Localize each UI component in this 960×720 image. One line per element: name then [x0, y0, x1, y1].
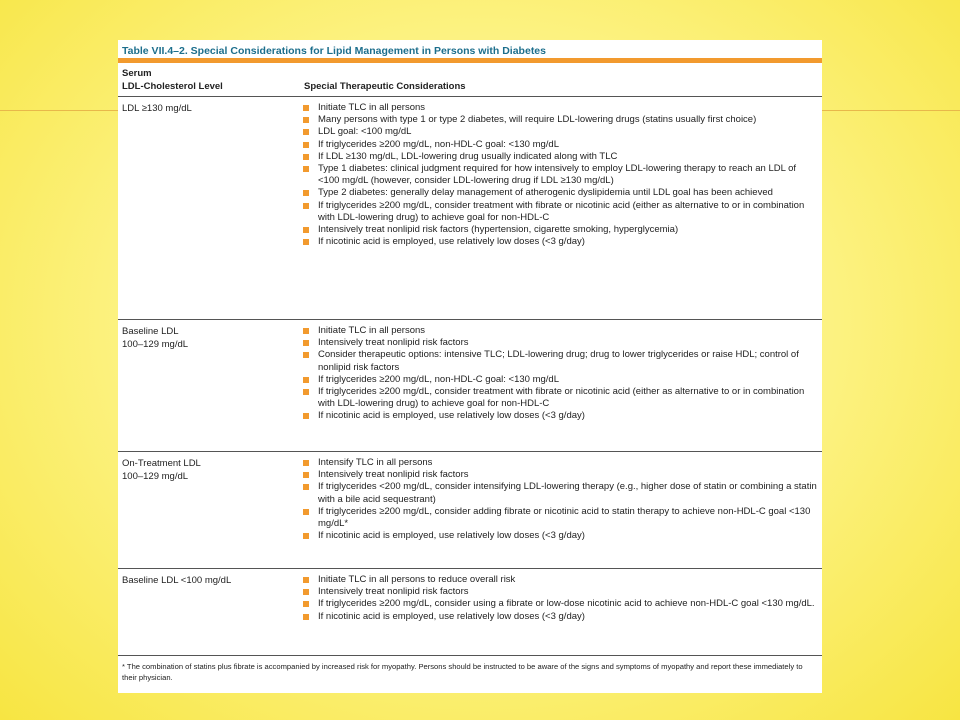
- ldl-level-cell: Baseline LDL <100 mg/dL: [122, 575, 232, 586]
- ldl-level-cell: LDL ≥130 mg/dL: [122, 103, 192, 114]
- list-item: If nicotinic acid is employed, use relatively low doses (<3 g/day): [300, 611, 820, 623]
- table-row: [118, 320, 822, 452]
- slide-divider-left: [0, 110, 118, 111]
- table-header: [118, 63, 822, 97]
- list-item: Initiate TLC in all persons: [300, 102, 820, 114]
- table-row: [118, 97, 822, 320]
- list-item: If triglycerides <200 mg/dL, consider intensifying LDL-lowering therapy (e.g., higher dose of statin or combining a statin with a bile acid sequestrant): [300, 481, 820, 505]
- list-item: If triglycerides ≥200 mg/dL, consider treatment with fibrate or nicotinic acid (either as alternative to or in combination with LDL-lowering drug) to achieve goal for non-HDL-C: [300, 386, 820, 410]
- ldl-level-cell: On-Treatment LDL 100–129 mg/dL: [122, 458, 201, 482]
- list-item: Initiate TLC in all persons: [300, 325, 820, 337]
- list-item: Intensify TLC in all persons: [300, 457, 820, 469]
- considerations-cell: [300, 102, 820, 319]
- list-item: If triglycerides ≥200 mg/dL, non-HDL-C goal: <130 mg/dL: [300, 374, 820, 386]
- list-item: Type 2 diabetes: generally delay management of atherogenic dyslipidemia until LDL goal has been achieved: [300, 187, 820, 199]
- table-document: [118, 40, 822, 693]
- column-header-level: [118, 67, 302, 93]
- list-item: Consider therapeutic options: intensive TLC; LDL-lowering drug; drug to lower triglycerides or raise HDL; control of nonlipid risk factors: [300, 349, 820, 373]
- table-footnote: * The combination of statins plus fibrate is accompanied by increased risk for myopathy. Persons should be instructed to be aware of the signs and symptoms of myopathy and report these immediately to their physician.: [122, 662, 803, 682]
- considerations-cell: [300, 325, 820, 451]
- list-item: If triglycerides ≥200 mg/dL, consider using a fibrate or low-dose nicotinic acid to achieve non-HDL-C goal <130 mg/dL.: [300, 598, 820, 610]
- list-item: If triglycerides ≥200 mg/dL, consider adding fibrate or nicotinic acid to statin therapy to achieve non-HDL-C goal <130 mg/dL*: [300, 506, 820, 530]
- list-item: LDL goal: <100 mg/dL: [300, 126, 820, 138]
- column-header-level-line1: Serum: [122, 67, 152, 79]
- considerations-cell: [300, 457, 820, 568]
- list-item: If LDL ≥130 mg/dL, LDL-lowering drug usually indicated along with TLC: [300, 151, 820, 163]
- list-item: Initiate TLC in all persons to reduce overall risk: [300, 574, 820, 586]
- list-item: If triglycerides ≥200 mg/dL, consider treatment with fibrate or nicotinic acid (either as alternative to or in combination with LDL-lowering drug) to achieve goal for non-HDL-C: [300, 200, 820, 224]
- considerations-cell: [300, 574, 820, 655]
- list-item: Intensively treat nonlipid risk factors: [300, 469, 820, 481]
- list-item: Type 1 diabetes: clinical judgment required for how intensively to employ LDL-lowering therapy to reach an LDL of <100 mg/dL (however, consider LDL-lowering drug if LDL ≥130 mg/dL): [300, 163, 820, 187]
- list-item: Intensively treat nonlipid risk factors: [300, 586, 820, 598]
- table-title: Table VII.4–2. Special Considerations for Lipid Management in Persons with Diabetes: [122, 45, 546, 57]
- table-row: [118, 452, 822, 569]
- table-row: [118, 569, 822, 656]
- column-header-considerations: Special Therapeutic Considerations: [304, 80, 466, 92]
- ldl-level-cell: Baseline LDL 100–129 mg/dL: [122, 326, 189, 350]
- list-item: Many persons with type 1 or type 2 diabetes, will require LDL-lowering drugs (statins usually first choice): [300, 114, 820, 126]
- list-item: If triglycerides ≥200 mg/dL, non-HDL-C goal: <130 mg/dL: [300, 139, 820, 151]
- slide-divider-right: [822, 110, 960, 111]
- column-header-level-line2: LDL-Cholesterol Level: [122, 80, 223, 92]
- list-item: Intensively treat nonlipid risk factors (hypertension, cigarette smoking, hyperglycemia): [300, 224, 820, 236]
- list-item: If nicotinic acid is employed, use relatively low doses (<3 g/day): [300, 530, 820, 542]
- list-item: Intensively treat nonlipid risk factors: [300, 337, 820, 349]
- list-item: If nicotinic acid is employed, use relatively low doses (<3 g/day): [300, 236, 820, 248]
- list-item: If nicotinic acid is employed, use relatively low doses (<3 g/day): [300, 410, 820, 422]
